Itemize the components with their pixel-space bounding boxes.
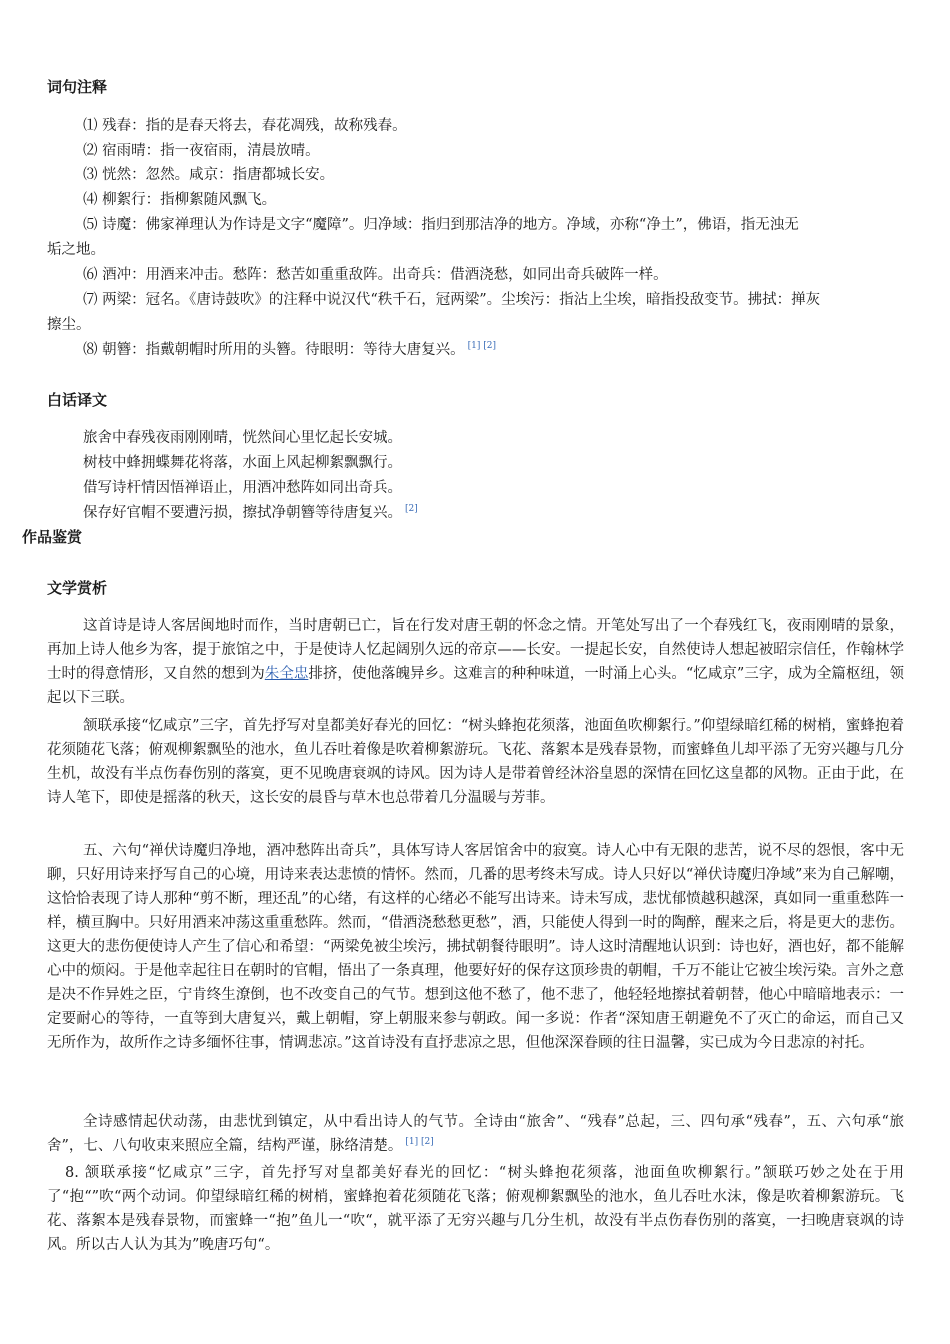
translation-line	[83, 503, 418, 523]
citation-refs[interactable]: [1] [2]	[467, 341, 496, 352]
appreciation-paragraph-4: 全诗感情起伏动荡，由悲忧到镇定，从中看出诗人的气节。全诗由“旅舍”、“残春”总起，三、四句承“残春”，五、六句承“旅舍”，七、八句收束来照应全篇，结构严谨，脉络清楚。 [1] [2]	[47, 1114, 904, 1154]
appreciation-paragraph-1: 这首诗是诗人客居闽地时而作，当时唐朝已亡，旨在行发对唐王朝的怀念之情。开笔处写出了一个春残红飞，夜雨刚晴的景象，再加上诗人他乡为客，提于旅馆之中，于是使诗人忆起阔别久远的帝京——长安。一提起长安，自然使诗人想起被昭宗信任，作翰林学士时的得意情形，又自然的想到为朱全忠排挤，使他落魄异乡。这难言的种种味道，一时涌上心头。“忆咸京”三字，成为全篇枢纽，领起以下三联。	[47, 618, 904, 706]
note-item: ⑺ 两梁：冠名。《唐诗鼓吹》的注释中说汉代“秩千石，冠两梁”。尘埃污：指沾上尘埃，暗指投敌变节。拂拭：掸灰	[83, 292, 821, 308]
note-item: ⑴ 残春：指的是春天将去，春花凋残，故称残春。	[83, 118, 407, 134]
translation-line: 旅舍中春残夜雨刚刚晴，恍然间心里忆起长安城。	[83, 430, 402, 446]
note-item	[83, 340, 496, 360]
note-item-text: ⑻ 朝簪：指戴朝帽时所用的头簪。待眼明：等待大唐复兴。	[83, 342, 465, 358]
appreciation-heading: 文学赏析	[47, 579, 108, 597]
note-item: ⑹ 酒冲：用酒来冲击。愁阵：愁苦如重重敌阵。出奇兵：借酒浇愁，如同出奇兵破阵一样。	[83, 267, 668, 283]
translation-line: 借写诗杆情因悟禅语止，用酒冲愁阵如同出奇兵。	[83, 480, 402, 496]
citation-refs[interactable]: [2]	[405, 504, 418, 515]
translation-heading: 白话译文	[47, 391, 108, 409]
citation-refs[interactable]: [1] [2]	[405, 1137, 434, 1148]
section-title: 作品鉴赏	[22, 528, 83, 546]
note-item: ⑵ 宿雨晴：指一夜宿雨，清晨放晴。	[83, 143, 320, 159]
appreciation-paragraph-3: 五、六句“禅伏诗魔归净地，酒冲愁阵出奇兵”，具体写诗人客居馆舍中的寂寞。诗人心中有无限的悲苦，说不尽的怨恨，客中无聊，只好用诗来抒写自己的心境，用诗来表达悲愤的情怀。然而，几番的思考终未写成。诗人只好以“禅伏诗魔归净域”来为自己解嘲，这恰恰表现了诗人那种“剪不断，理还乱”的心绪，有这样的心绪必不能写出诗来。诗未写成，悲忧郁愤越积越深，真如同一重重愁阵一样，横亘胸中。只好用酒来冲荡这重重愁阵。然而，“借酒浇愁愁更愁”，酒，只能使人得到一时的陶醉，醒来之后，将是更大的悲伤。这更大的悲伤便使诗人产生了信心和希望：“两梁免被尘埃污，拂拭朝餐待眼明”。诗人这时清醒地认识到：诗也好，酒也好，都不能解心中的烦闷。于是他幸起往日在朝时的官帽，悟出了一条真理，他要好好的保存这顶珍贵的朝帽，千万不能让它被尘埃污染。言外之意是决不作异姓之臣，宁肯终生潦倒，也不改变自己的气节。想到这他不愁了，他不悲了，他轻轻地擦拭着朝替，他心中暗暗地表示：一定要耐心的等待，一直等到大唐复兴，戴上朝帽，穿上朝服来参与朝政。闻一多说：作者“深知唐王朝避免不了灭亡的命运，而自己又无所作为，故所作之诗多缅怀往事，情调悲凉。”这首诗没有直抒悲凉之思，但他深深眷顾的往日温馨，实已成为今日悲凉的衬托。	[47, 843, 904, 1051]
appreciation-paragraph-5: 8. 颔联承接“忆咸京”三字，首先抒写对皇都美好春光的回忆：“树头蜂抱花须落，池面鱼吹柳絮行。”颔联巧妙之处在于用了“抱“”吹“两个动词。仰望绿暗红稀的树梢，蜜蜂抱着花须随花飞落；俯观柳絮飘坠的池水，鱼儿吞吐水沫，像是吹着柳絮游玩。飞花、落絮本是残春景物，而蜜蜂一“抱”鱼儿一“吹“，就平添了无穷兴趣与几分生机，故没有半点伤春伤别的落寞，一扫晚唐衰飒的诗风。所以古人认为其为”晚唐巧句“。	[47, 1165, 904, 1253]
translation-line: 树枝中蜂拥蝶舞花将落，水面上风起柳絮飘飘行。	[83, 455, 402, 471]
appreciation-paragraph-2: 颔联承接“忆咸京”三字，首先抒写对皇都美好春光的回忆：“树头蜂抱花须落，池面鱼吹柳絮行。”仰望绿暗红稀的树梢，蜜蜂抱着花须随花飞落；俯观柳絮飘坠的池水，鱼儿吞吐着像是吹着柳絮游玩。飞花、落絮本是残春景物，而蜜蜂鱼儿却平添了无穷兴趣与几分生机，故没有半点伤春伤别的落寞，更不见晚唐衰飒的诗风。因为诗人是带着曾经沐浴皇恩的深情在回忆这皇都的风物。正由于此，在诗人笔下，即使是摇落的秋天，这长安的晨昏与草木也总带着几分温暖与芳菲。	[47, 718, 904, 806]
note-item-continued: 垢之地。	[47, 242, 105, 258]
note-item-continued: 擦尘。	[47, 317, 91, 333]
zhu-quanzhong-link[interactable]: 朱全忠	[264, 666, 309, 682]
notes-heading: 词句注释	[47, 78, 108, 96]
translation-line-text: 保存好官帽不要遭污损，擦拭净朝簪等待唐复兴。	[83, 505, 402, 521]
note-item: ⑸ 诗魔：佛家禅理认为作诗是文字“魔障”。归净域：指归到那洁净的地方。净域，亦称“净土”，佛语，指无浊无	[83, 217, 799, 233]
note-item: ⑷ 柳絮行：指柳絮随风飘飞。	[83, 192, 277, 208]
note-item: ⑶ 恍然：忽然。咸京：指唐都城长安。	[83, 167, 335, 183]
